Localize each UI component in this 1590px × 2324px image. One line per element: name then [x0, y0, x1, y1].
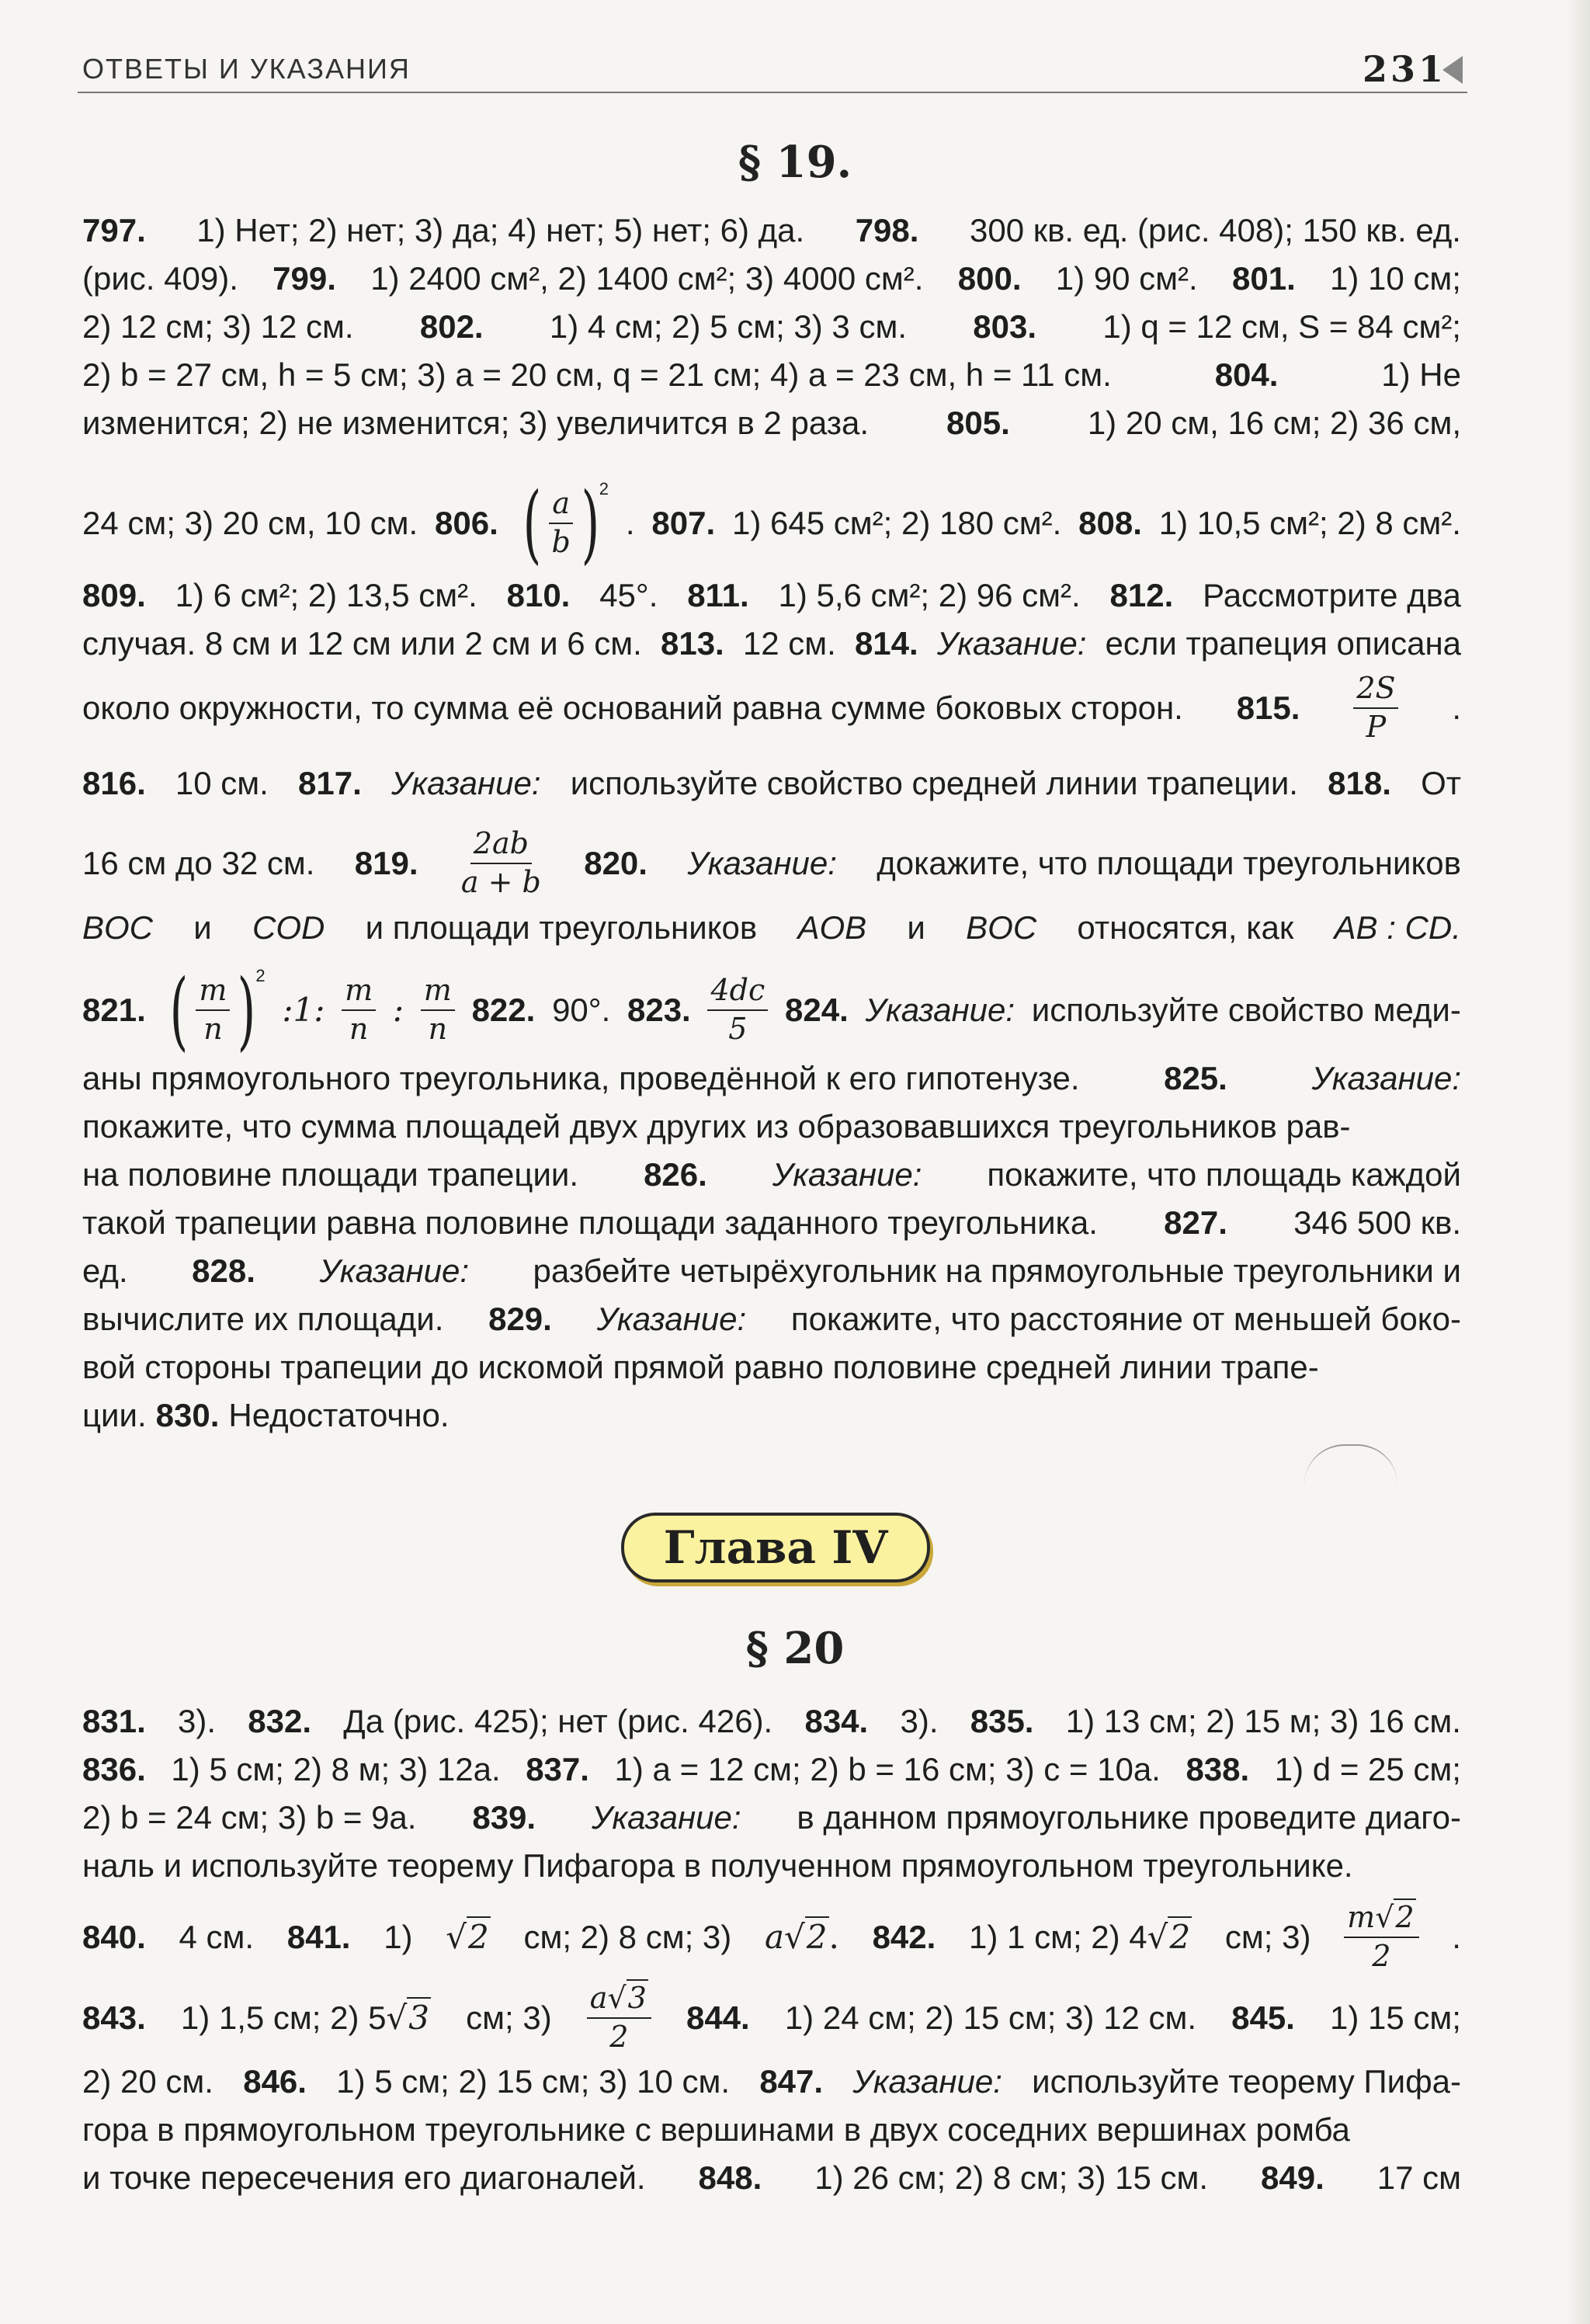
text-line [82, 1351, 1461, 1384]
answer-text: наль и используйте теорему Пифагора в полученном прямоугольном треугольнике. [82, 1847, 1353, 1884]
hint-label: Указание: [1311, 1060, 1461, 1096]
text-line [82, 262, 1461, 295]
problem-number: 848. [698, 2159, 762, 2196]
answer-text: 12 см. [742, 625, 836, 662]
page-marker-triangle-icon [1442, 56, 1463, 84]
fraction-m-sqrt2-over-2: $\frac{m√2}{2}$ [1344, 1902, 1418, 1972]
text-line [82, 1399, 1461, 1432]
problem-number: 798. [855, 212, 919, 248]
answer-text: изменится; 2) не изменится; 3) увеличится в 2 раза. [82, 405, 869, 441]
hint-label: Указание: [852, 2063, 1002, 2100]
answer-text: 1) Не [1381, 356, 1461, 393]
section-20-title: § 20 [745, 1623, 845, 1674]
text-line [82, 2111, 1461, 2148]
problem-number: 800. [957, 260, 1022, 297]
problem-number: 838. [1186, 1751, 1250, 1787]
answer-text: вычислите их площади. [82, 1301, 444, 1337]
hint-label: Указание: [319, 1252, 469, 1289]
text-line [82, 909, 1461, 946]
text-line [82, 308, 1461, 345]
hint-label: Указание: [772, 1156, 922, 1193]
fraction-m-over-n-squared: ( $\frac{m}{n}$ ) $^2$ [170, 961, 266, 1060]
fraction-a-over-b-squared: ( $\frac{a}{b}$ ) $^2$ [522, 474, 609, 573]
hint-label: BOC [966, 909, 1037, 946]
problem-number: 837. [526, 1751, 589, 1787]
text-line [82, 767, 1461, 800]
answer-text: 1) d = 25 см; [1274, 1751, 1461, 1787]
answer-text: 1) 10 см; [1330, 260, 1461, 297]
decorative-arc [1304, 1444, 1397, 1485]
text-line [82, 1110, 1461, 1143]
answer-text: и [193, 909, 212, 946]
problem-number: 832. [248, 1703, 312, 1739]
chapter-badge: Глава IV [621, 1513, 930, 1582]
answer-text: 1) Нет; 2) нет; 3) да; 4) нет; 5) нет; 6) да. [196, 212, 805, 248]
text-line: 843. 1) 1,5 см; 2) 5√3 см; 3) $\frac{a√3}{2}$ 844. 1) 24 см; 2) 15 см; 3) 12 см. 845. 1) 15 см; [82, 1981, 1461, 2054]
text-line [82, 2159, 1461, 2196]
hint-label: Указание: [596, 1301, 747, 1337]
answer-text: и точке пересечения его диагоналей. [82, 2159, 646, 2196]
answer-text: 1) 5,6 см²; 2) 96 см². [778, 577, 1081, 613]
problem-number: 804. [1214, 356, 1279, 393]
text-line: 840. 4 см. 841. 1) √2 см; 2) 8 см; 3) a√2. 842. 1) 1 см; 2) 4√2 см; 3) $\frac{m√2}{2}$ . [82, 1900, 1461, 1973]
answer-text: 1) 13 см; 2) 15 м; 3) 16 см. [1065, 1703, 1461, 1739]
answer-text: 1) 5 см; 2) 15 см; 3) 10 см. [336, 2063, 731, 2100]
answer-text: От [1421, 765, 1461, 801]
answer-text: 346 500 кв. [1293, 1204, 1461, 1241]
text-line [82, 1204, 1461, 1241]
problem-number: 809. [82, 577, 146, 613]
answer-text: 1) 6 см²; 2) 13,5 см². [175, 577, 477, 613]
fraction-2s-over-p: $\frac{2S}{P}$ [1353, 673, 1398, 743]
problem-number: 831. [82, 1703, 146, 1739]
answer-text: ед. [82, 1252, 128, 1289]
hint-label: Указание: [936, 625, 1087, 662]
answer-text: такой трапеции равна половине площади заданного треугольника. [82, 1204, 1098, 1241]
answer-text: 1) 90 см². [1055, 260, 1198, 297]
page-number: 231 [1363, 48, 1447, 90]
problem-number: 803. [973, 308, 1037, 345]
text-line [82, 2065, 1461, 2098]
answer-text: (рис. 409). [82, 260, 238, 297]
answer-text: Недостаточно. [228, 1397, 450, 1433]
answer-text: 1) q = 12 см, S = 84 см²; [1102, 308, 1461, 345]
hint-label: COD [252, 909, 325, 946]
text-line [82, 1303, 1461, 1336]
section-19-title: § 19. [738, 137, 852, 188]
answer-text: используйте теорему Пифа- [1032, 2063, 1461, 2100]
answer-text: аны прямоугольного треугольника, проведённой к его гипотенузе. [82, 1060, 1080, 1096]
sqrt-2: √2 [446, 1918, 489, 1956]
problem-number: 810. [506, 577, 571, 613]
text-line [82, 627, 1461, 660]
running-header-title: ОТВЕТЫ И УКАЗАНИЯ [82, 53, 411, 85]
answer-text: вой стороны трапеции до искомой прямой равно половине средней линии трапе- [82, 1349, 1319, 1385]
problem-number: 811. [687, 577, 749, 613]
hint-label: Указание: [591, 1799, 741, 1836]
answer-text: покажите, что расстояние от меньшей боко- [790, 1301, 1461, 1337]
text-line [82, 1753, 1461, 1786]
answer-text: на половине площади трапеции. [82, 1156, 579, 1193]
problem-number: 826. [644, 1156, 707, 1193]
text-line [82, 407, 1461, 439]
text-line: 16 см до 32 см. 819. $\frac{2ab}{a + b}$ 820. Указание: докажите, что площади треугольников [82, 826, 1461, 899]
answer-text: относятся, как [1077, 909, 1294, 946]
answer-text: случая. 8 см и 12 см или 2 см и 6 см. [82, 625, 642, 662]
page-edge-shadow [1567, 0, 1590, 2324]
header-rule [78, 92, 1467, 93]
problem-number: 813. [660, 625, 724, 662]
answer-text: 1) 2400 см², 2) 1400 см²; 3) 4000 см². [370, 260, 924, 297]
answer-text: 17 см [1376, 2159, 1461, 2196]
hint-label: AOB [797, 909, 867, 946]
answer-text: 1) 4 см; 2) 5 см; 3) 3 см. [549, 308, 907, 345]
problem-number: 799. [273, 260, 336, 297]
problem-number: 846. [243, 2063, 307, 2100]
text-line [82, 1062, 1461, 1095]
answer-text: гора в прямоугольном треугольнике с вершинами в двух соседних вершинах ромба [82, 2111, 1350, 2148]
text-line [82, 356, 1461, 393]
answer-text: 45°. [599, 577, 658, 613]
answer-text: Рассмотрите два [1203, 577, 1461, 613]
answer-text: используйте свойство средней линии трапеции. [570, 765, 1298, 801]
problem-number: 835. [970, 1703, 1034, 1739]
text-line [82, 1801, 1461, 1834]
text-line: 821. ( $\frac{m}{n}$ ) $^2$ :1: $\frac{m}{n}$ : $\frac{m}{n}$ 822. 90°. 823. $\frac{4dc}{5}$ 824. Указание: используйте свойство меди- [82, 961, 1461, 1060]
problem-number: 818. [1328, 765, 1391, 801]
problem-number: 839. [472, 1799, 536, 1836]
answer-text: 1) a = 12 см; 2) b = 16 см; 3) c = 10a. [614, 1751, 1161, 1787]
answer-text: и [907, 909, 925, 946]
hint-label: Указание: [391, 765, 541, 801]
text-line: около окружности, то сумма её оснований равна сумме боковых сторон. 815. $\frac{2S}{P}$ . [82, 671, 1461, 744]
hint-label: BOC [82, 909, 154, 946]
text-line [82, 1252, 1461, 1289]
answer-text: 3). [178, 1703, 217, 1739]
problem-number: 816. [82, 765, 146, 801]
problem-number: 805. [946, 405, 1010, 441]
text-line [82, 1705, 1461, 1738]
answer-text: 1) 5 см; 2) 8 м; 3) 12a. [171, 1751, 501, 1787]
problem-number: 849. [1261, 2159, 1324, 2196]
answer-text: 2) b = 27 см, h = 5 см; 3) a = 20 см, q = 21 см; 4) a = 23 см, h = 11 см. [82, 356, 1112, 393]
problem-number: 830. [155, 1397, 220, 1433]
text-line [82, 1847, 1461, 1884]
text-line [82, 579, 1461, 612]
text-line: 24 см; 3) 20 см, 10 см. 806. ( $\frac{a}{b}$ ) $^2$ . 807. 1) 645 см²; 2) 180 см². 808. 1) 10,5 см²; 2) 8 см². [82, 474, 1461, 573]
problem-number: 825. [1164, 1060, 1227, 1096]
answer-text: в данном прямоугольнике проведите диаго- [797, 1799, 1461, 1836]
answer-text: 2) b = 24 см; 3) b = 9a. [82, 1799, 417, 1836]
problem-number: 836. [82, 1751, 146, 1787]
answer-text: 2) 12 см; 3) 12 см. [82, 308, 354, 345]
answer-text: ции. [82, 1397, 147, 1433]
problem-number: 829. [488, 1301, 552, 1337]
fraction-2ab-over-a-plus-b: $\frac{2ab}{a + b}$ [460, 826, 541, 899]
fraction-4dc-over-5: $\frac{4dc}{5}$ [707, 975, 768, 1045]
problem-number: 817. [298, 765, 362, 801]
answer-text: если трапеция описана [1105, 625, 1461, 662]
answer-text: 1) 26 см; 2) 8 см; 3) 15 см. [814, 2159, 1209, 2196]
problem-number: 797. [82, 212, 146, 248]
problem-number: 801. [1232, 260, 1296, 297]
problem-number: 827. [1164, 1204, 1227, 1241]
problem-number: 834. [804, 1703, 869, 1739]
fraction-a-sqrt3-over-2: $\frac{a√3}{2}$ [587, 1983, 651, 2053]
problem-number: 802. [419, 308, 484, 345]
problem-number: 814. [854, 625, 918, 662]
answer-text: 3). [900, 1703, 939, 1739]
problem-number: 847. [759, 2063, 824, 2100]
answer-text: 300 кв. ед. (рис. 408); 150 кв. ед. [969, 212, 1461, 248]
hint-label: AB : CD. [1334, 909, 1461, 946]
answer-text: 2) 20 см. [82, 2063, 214, 2100]
text-line [82, 1156, 1461, 1193]
answer-text: 1) 20 см, 16 см; 2) 36 см, [1087, 405, 1461, 441]
answer-text: разбейте четырёхугольник на прямоугольные треугольники и [533, 1252, 1461, 1289]
answer-text: покажите, что площадь каждой [987, 1156, 1461, 1193]
answer-text: Да (рис. 425); нет (рис. 426). [343, 1703, 773, 1739]
problem-number: 812. [1109, 577, 1174, 613]
problem-number: 828. [192, 1252, 255, 1289]
answer-text: 10 см. [175, 765, 269, 801]
answer-text: и площади треугольников [365, 909, 758, 946]
text-line [82, 214, 1461, 247]
answer-text: покажите, что сумма площадей двух других из образовавшихся треугольников рав- [82, 1108, 1351, 1145]
